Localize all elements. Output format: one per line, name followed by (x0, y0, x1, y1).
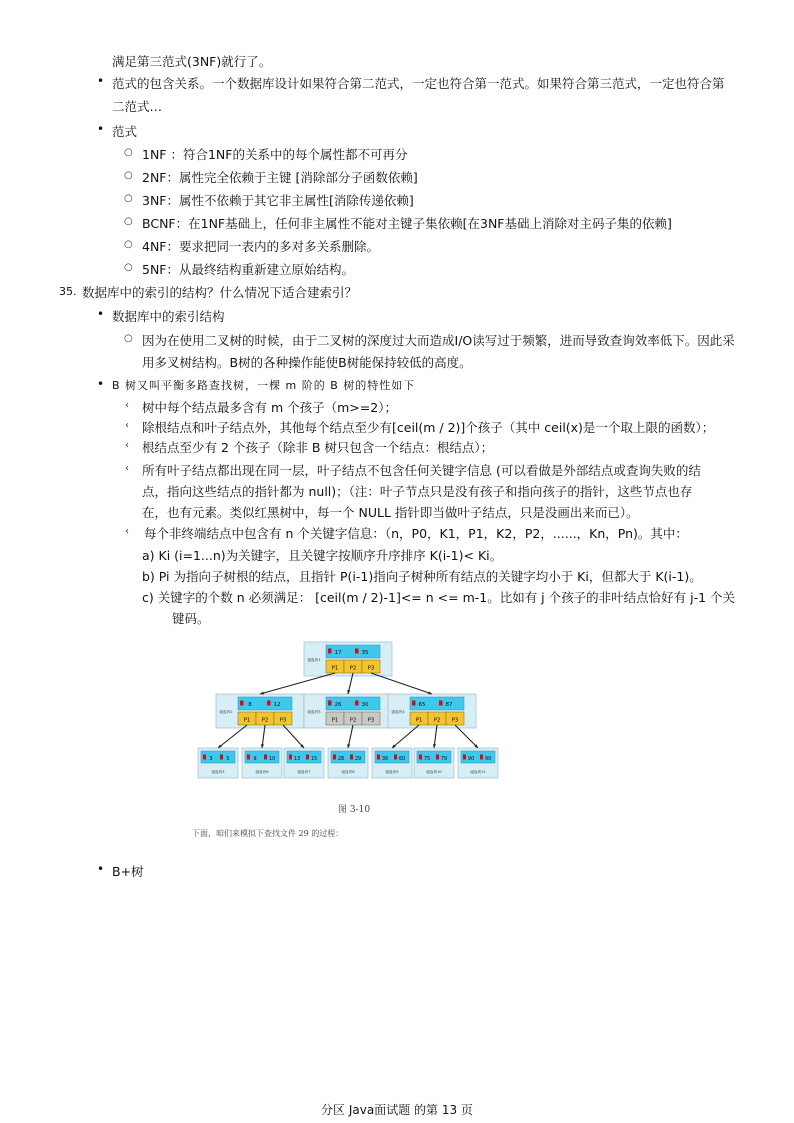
key-marker (480, 755, 483, 760)
key-marker (220, 755, 223, 760)
key-value: 65 (418, 702, 426, 708)
pointer-label: P1 (243, 717, 251, 724)
leaf-label: 磁盘块10 (426, 770, 442, 774)
bullet-dot: • (97, 122, 105, 136)
sub-bullet-icon: ○ (124, 333, 133, 344)
pointer-label: P2 (349, 717, 357, 724)
pointer-label: P1 (331, 717, 339, 724)
key-value: 13 (293, 756, 301, 762)
key-marker (394, 755, 397, 760)
figure-note: 下面，咱们来模拟下查找文件 29 的过程： (192, 829, 344, 838)
key-marker (264, 755, 267, 760)
key-marker (355, 701, 359, 706)
text-line: 2NF：属性完全依赖于主键 [消除部分子函数依赖] (142, 170, 418, 185)
sub-bullet-icon: ○ (124, 239, 133, 250)
sub-bullet-icon: ○ (124, 170, 133, 181)
text-line: 根结点至少有 2 个孩子（除非 B 树只包含一个结点：根结点）； (142, 440, 494, 455)
pointer-label: P1 (331, 665, 339, 672)
sub-bullet-icon: ○ (124, 216, 133, 227)
key-marker (355, 649, 359, 654)
key-value: 60 (398, 756, 406, 762)
tree-edge (218, 725, 247, 748)
text-line: 二范式… (112, 99, 163, 114)
key-marker (412, 701, 416, 706)
tick-bullet-icon: ‹ (125, 526, 129, 537)
text-line: b) Pi 为指向子树根的结点，且指针 P(i-1)指向子树种所有结点的关键字均小于 Ki，但都大于 K(i-1)。 (142, 569, 702, 584)
leaf-label: 磁盘块11 (470, 770, 486, 774)
text-line: 除根结点和叶子结点外，其他每个结点至少有[ceil(m / 2)]个孩子（其中 ceil(x)是一个取上限的函数）； (142, 420, 715, 435)
key-value: 75 (423, 756, 431, 762)
text-line: 3NF：属性不依赖于其它非主属性[消除传递依赖] (142, 193, 414, 208)
key-value: 79 (440, 756, 448, 762)
pointer-label: P2 (433, 717, 441, 724)
text-line: 点，指向这些结点的指针都为 null)；（注：叶子节点只是没有孩子和指向孩子的指针，这些节点也存 (142, 484, 693, 499)
leaf-label: 磁盘块9 (385, 770, 399, 774)
pointer-label: P3 (367, 665, 375, 672)
key-marker (328, 649, 332, 654)
tree-edge (455, 725, 478, 748)
text-line: 用多叉树结构。B树的各种操作能使B树能保持较低的高度。 (142, 355, 472, 370)
tick-bullet-icon: ‹ (125, 440, 129, 451)
text-line: B 树又叫平衡多路查找树，一棵 m 阶的 B 树的特性如下 (112, 379, 416, 392)
key-value: 35 (361, 650, 369, 656)
leaf-label: 磁盘块5 (211, 770, 225, 774)
tree-edge (283, 725, 304, 748)
leaf-key-row (201, 751, 235, 763)
key-value: 17 (334, 650, 342, 656)
pointer-label: P3 (367, 717, 375, 724)
text-line: 范式的包含关系。一个数据库设计如果符合第二范式，一定也符合第一范式。如果符合第三范式，一定也符合第 (112, 76, 725, 91)
key-marker (377, 755, 380, 760)
arrow-head (428, 691, 432, 694)
key-marker (350, 755, 353, 760)
text-line: 1NF ：符合1NF的关系中的每个属性都不可再分 (142, 147, 408, 162)
node-label: 磁盘块1 (307, 658, 321, 662)
key-value: 36 (381, 756, 389, 762)
page-footer: 分区 Java面试题 的第 13 页 (321, 1103, 473, 1117)
question-heading: 数据库中的索引的结构？什么情况下适合建索引？ (82, 285, 358, 300)
key-marker (289, 755, 292, 760)
text-line: 在，也有元素。类似红黑树中，每一个 NULL 指针即当做叶子结点，只是没画出来而已）。 (142, 505, 639, 520)
key-marker (436, 755, 439, 760)
key-marker (203, 755, 206, 760)
bullet-dot: • (97, 307, 105, 321)
tick-bullet-icon: ‹ (125, 463, 129, 474)
key-value: 9 (253, 756, 257, 762)
list-number: 35. (59, 285, 77, 298)
figure-caption: 图 3-10 (338, 805, 371, 815)
key-value: 28 (337, 756, 345, 762)
text-line: 范式 (112, 124, 138, 139)
key-value: 8 (248, 702, 252, 708)
leaf-label: 磁盘块8 (341, 770, 355, 774)
text-line: 4NF：要求把同一表内的多对多关系删除。 (142, 239, 379, 254)
key-marker (333, 755, 336, 760)
bullet-dot: • (97, 74, 105, 88)
arrow-head (260, 692, 264, 695)
text-line: B+树 (112, 864, 144, 879)
key-value: 30 (361, 702, 369, 708)
leaf-label: 磁盘块6 (255, 770, 269, 774)
tree-edge (371, 673, 432, 694)
key-marker (419, 755, 422, 760)
bullet-dot: • (97, 862, 105, 876)
key-value: 29 (354, 756, 362, 762)
key-value: 10 (268, 756, 276, 762)
bullet-dot: • (97, 377, 105, 391)
key-value: 3 (209, 756, 213, 762)
text-line: c) 关键字的个数 n 必须满足： [ceil(m / 2)-1]<= n <= m-1。比如有 j 个孩子的非叶结点恰好有 j-1 个关 (142, 590, 736, 605)
tick-bullet-icon: ‹ (125, 400, 129, 411)
node-label: 磁盘块2 (219, 710, 233, 714)
key-value: 26 (334, 702, 342, 708)
key-row (238, 697, 292, 710)
btree-diagram (192, 640, 504, 780)
pointer-label: P2 (349, 665, 357, 672)
pointer-label: P1 (415, 717, 423, 724)
text-line: 每个非终端结点中包含有 n 个关键字信息：（n，P0，K1，P1，K2，P2，......，Kn，Pn)。其中： (144, 526, 688, 541)
text-line: 键码。 (172, 611, 210, 626)
tree-edge (392, 725, 419, 748)
node-label: 磁盘块3 (307, 710, 321, 714)
key-marker (306, 755, 309, 760)
pointer-label: P3 (451, 717, 459, 724)
text-line: 满足第三范式(3NF)就行了。 (112, 54, 272, 69)
key-marker (247, 755, 250, 760)
text-line: BCNF：在1NF基础上，任何非主属性不能对主键子集依赖[在3NF基础上消除对主码子集的依赖] (142, 216, 672, 231)
key-marker (328, 701, 332, 706)
tick-bullet-icon: ‹ (125, 420, 129, 431)
text-line: 树中每个结点最多含有 m 个孩子（m>=2）； (142, 400, 397, 415)
key-value: 90 (467, 756, 475, 762)
node-label: 磁盘块4 (391, 710, 405, 714)
sub-bullet-icon: ○ (124, 262, 133, 273)
key-value: 87 (445, 702, 453, 708)
text-line: 5NF：从最终结构重新建立原始结构。 (142, 262, 354, 277)
text-line: 因为在使用二叉树的时候，由于二叉树的深度过大而造成I/O读写过于频繁，进而导致查询效率低下。因此采 (142, 333, 735, 348)
sub-bullet-icon: ○ (124, 147, 133, 158)
key-marker (463, 755, 466, 760)
text-line: 所有叶子结点都出现在同一层，叶子结点不包含任何关键字信息 (可以看做是外部结点或查询失败的结 (142, 463, 701, 478)
text-line: a) Ki (i=1...n)为关键字，且关键字按顺序升序排序 K(i-1)< Ki。 (142, 548, 503, 563)
pointer-label: P2 (261, 717, 269, 724)
pointer-label: P3 (279, 717, 287, 724)
key-value: 12 (273, 702, 281, 708)
text-line: 数据库中的索引结构 (112, 309, 225, 324)
key-value: 15 (310, 756, 318, 762)
key-marker (240, 701, 244, 706)
tree-edge (260, 673, 335, 694)
sub-bullet-icon: ○ (124, 193, 133, 204)
key-value: 5 (226, 756, 230, 762)
key-marker (439, 701, 443, 706)
key-value: 99 (484, 756, 492, 762)
leaf-label: 磁盘块7 (297, 770, 311, 774)
key-marker (267, 701, 271, 706)
